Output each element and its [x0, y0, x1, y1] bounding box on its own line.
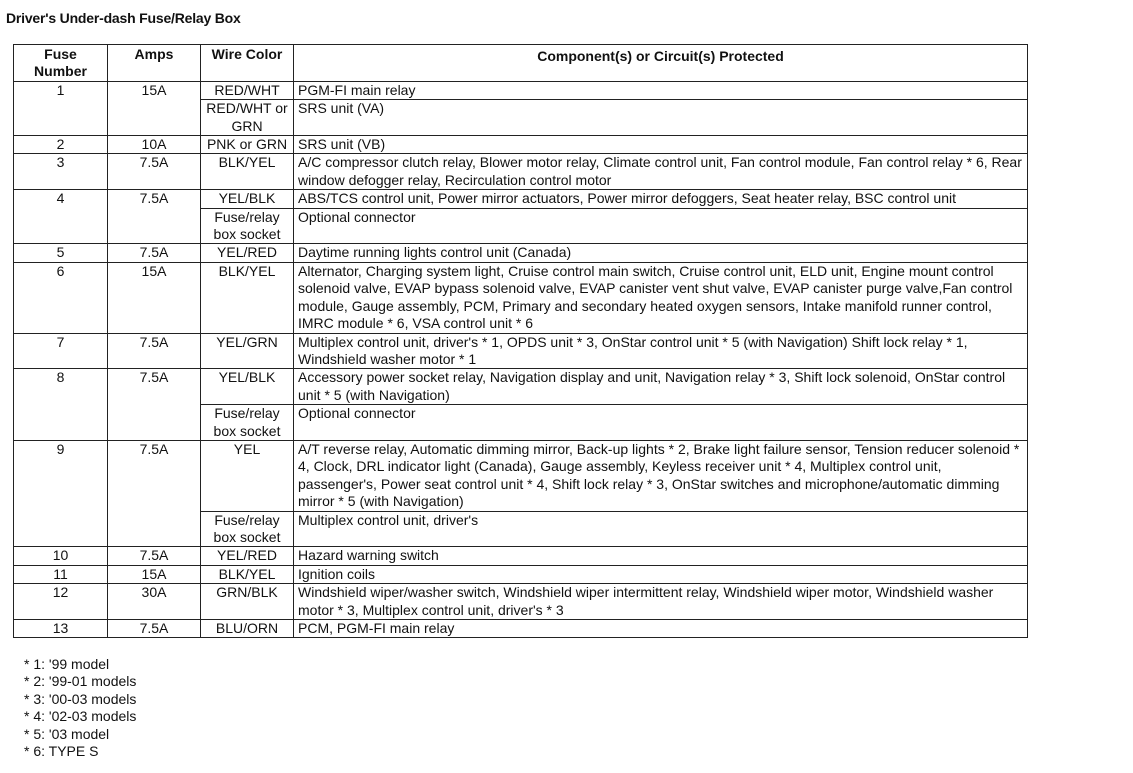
component-protected: Daytime running lights control unit (Canada)	[294, 244, 1028, 262]
footnote: * 2: '99-01 models	[24, 673, 137, 690]
table-row	[14, 333, 1028, 369]
footnote: * 4: '02-03 models	[24, 708, 137, 725]
fuse-number: 8	[14, 369, 108, 441]
wire-color: PNK or GRN	[201, 136, 294, 154]
wire-color: Fuse/relay box socket	[201, 405, 294, 441]
wire-color: YEL/RED	[201, 547, 294, 565]
table-row	[14, 440, 1028, 511]
table-row	[14, 136, 1028, 154]
fuse-amps: 7.5A	[108, 620, 201, 638]
fuse-amps: 7.5A	[108, 440, 201, 546]
table-row	[14, 547, 1028, 565]
table-header-row	[14, 45, 1028, 82]
fuse-amps: 7.5A	[108, 369, 201, 441]
table-row	[14, 620, 1028, 638]
footnotes	[24, 656, 136, 760]
fuse-amps: 7.5A	[108, 154, 201, 190]
fuse-number: 2	[14, 136, 108, 154]
fuse-amps: 15A	[108, 262, 201, 333]
component-protected: Ignition coils	[294, 565, 1028, 583]
table-row	[14, 154, 1028, 190]
wire-color: YEL/RED	[201, 244, 294, 262]
fuse-table	[13, 44, 1028, 638]
table-row	[14, 369, 1028, 405]
fuse-amps: 7.5A	[108, 190, 201, 244]
fuse-number: 12	[14, 584, 108, 620]
wire-color: YEL/GRN	[201, 333, 294, 369]
header-amps: Amps	[108, 45, 201, 82]
table-row	[14, 244, 1028, 262]
table-row	[14, 81, 1028, 99]
fuse-amps: 10A	[108, 136, 201, 154]
fuse-number: 11	[14, 565, 108, 583]
component-protected: PCM, PGM-FI main relay	[294, 620, 1028, 638]
fuse-number: 7	[14, 333, 108, 369]
footnote: * 6: TYPE S	[24, 743, 99, 760]
wire-color: Fuse/relay box socket	[201, 511, 294, 547]
table-row	[14, 262, 1028, 333]
fuse-number: 13	[14, 620, 108, 638]
wire-color: BLK/YEL	[201, 154, 294, 190]
component-protected: A/C compressor clutch relay, Blower motor relay, Climate control unit, Fan control module, Fan control relay * 6, Rear window defogger relay, Recirculation control motor	[294, 154, 1028, 190]
table-row	[14, 565, 1028, 583]
component-protected: Windshield wiper/washer switch, Windshield wiper intermittent relay, Windshield wiper motor, Windshield washer motor * 3, Multiplex control unit, driver's * 3	[294, 584, 1028, 620]
component-protected: Accessory power socket relay, Navigation display and unit, Navigation relay * 3, Shift lock solenoid, OnStar control unit * 5 (with Navigation)	[294, 369, 1028, 405]
wire-color: YEL/BLK	[201, 369, 294, 405]
footnote: * 5: '03 model	[24, 725, 110, 742]
fuse-amps: 7.5A	[108, 333, 201, 369]
footnote: * 3: '00-03 models	[24, 690, 137, 707]
table-row	[14, 190, 1028, 208]
component-protected: Multiplex control unit, driver's * 1, OPDS unit * 3, OnStar control unit * 5 (with Navigation) Shift lock relay * 1, Windshield washer motor * 1	[294, 333, 1028, 369]
fuse-number: 3	[14, 154, 108, 190]
wire-color: BLK/YEL	[201, 565, 294, 583]
component-protected: Multiplex control unit, driver's	[294, 511, 1028, 547]
footnote: * 1: '99 model	[24, 656, 110, 672]
fuse-number: 1	[14, 81, 108, 135]
component-protected: SRS unit (VB)	[294, 136, 1028, 154]
wire-color: BLU/ORN	[201, 620, 294, 638]
page-title: Driver's Under-dash Fuse/Relay Box	[6, 10, 241, 26]
fuse-amps: 15A	[108, 81, 201, 135]
component-protected: ABS/TCS control unit, Power mirror actuators, Power mirror defoggers, Seat heater relay, BSC control unit	[294, 190, 1028, 208]
fuse-number: 5	[14, 244, 108, 262]
fuse-number: 4	[14, 190, 108, 244]
fuse-amps: 30A	[108, 584, 201, 620]
fuse-amps: 15A	[108, 565, 201, 583]
fuse-number: 10	[14, 547, 108, 565]
header-component: Component(s) or Circuit(s) Protected	[294, 45, 1028, 82]
component-protected: SRS unit (VA)	[294, 100, 1028, 136]
wire-color: Fuse/relay box socket	[201, 208, 294, 244]
component-protected: A/T reverse relay, Automatic dimming mirror, Back-up lights * 2, Brake light failure sensor, Tension reducer solenoid * 4, Clock, DRL indicator light (Canada), Gauge assembly, Keyless receiver unit * 4, Multiplex control unit, passenger's, Power seat control unit * 4, Shift lock relay * 3, OnStar switches and microphone/automatic dimming mirror * 5 (with Navigation)	[294, 440, 1028, 511]
component-protected: PGM-FI main relay	[294, 81, 1028, 99]
fuse-number: 6	[14, 262, 108, 333]
component-protected: Alternator, Charging system light, Cruise control main switch, Cruise control unit, ELD unit, Engine mount control solenoid valve, EVAP bypass solenoid valve, EVAP canister vent shut valve, EVAP canister purge valve,Fan control module, Gauge assembly, PCM, Primary and secondary heated oxygen sensors, Intake manifold runner control, IMRC module * 6, VSA control unit * 6	[294, 262, 1028, 333]
wire-color: YEL/BLK	[201, 190, 294, 208]
header-wire-color: Wire Color	[201, 45, 294, 82]
fuse-number: 9	[14, 440, 108, 546]
header-fuse-number: Fuse Number	[14, 45, 108, 82]
wire-color: YEL	[201, 440, 294, 511]
component-protected: Optional connector	[294, 405, 1028, 441]
fuse-amps: 7.5A	[108, 547, 201, 565]
component-protected: Hazard warning switch	[294, 547, 1028, 565]
wire-color: BLK/YEL	[201, 262, 294, 333]
wire-color: RED/WHT	[201, 81, 294, 99]
wire-color: GRN/BLK	[201, 584, 294, 620]
wire-color: RED/WHT or GRN	[201, 100, 294, 136]
component-protected: Optional connector	[294, 208, 1028, 244]
table-row	[14, 584, 1028, 620]
fuse-amps: 7.5A	[108, 244, 201, 262]
